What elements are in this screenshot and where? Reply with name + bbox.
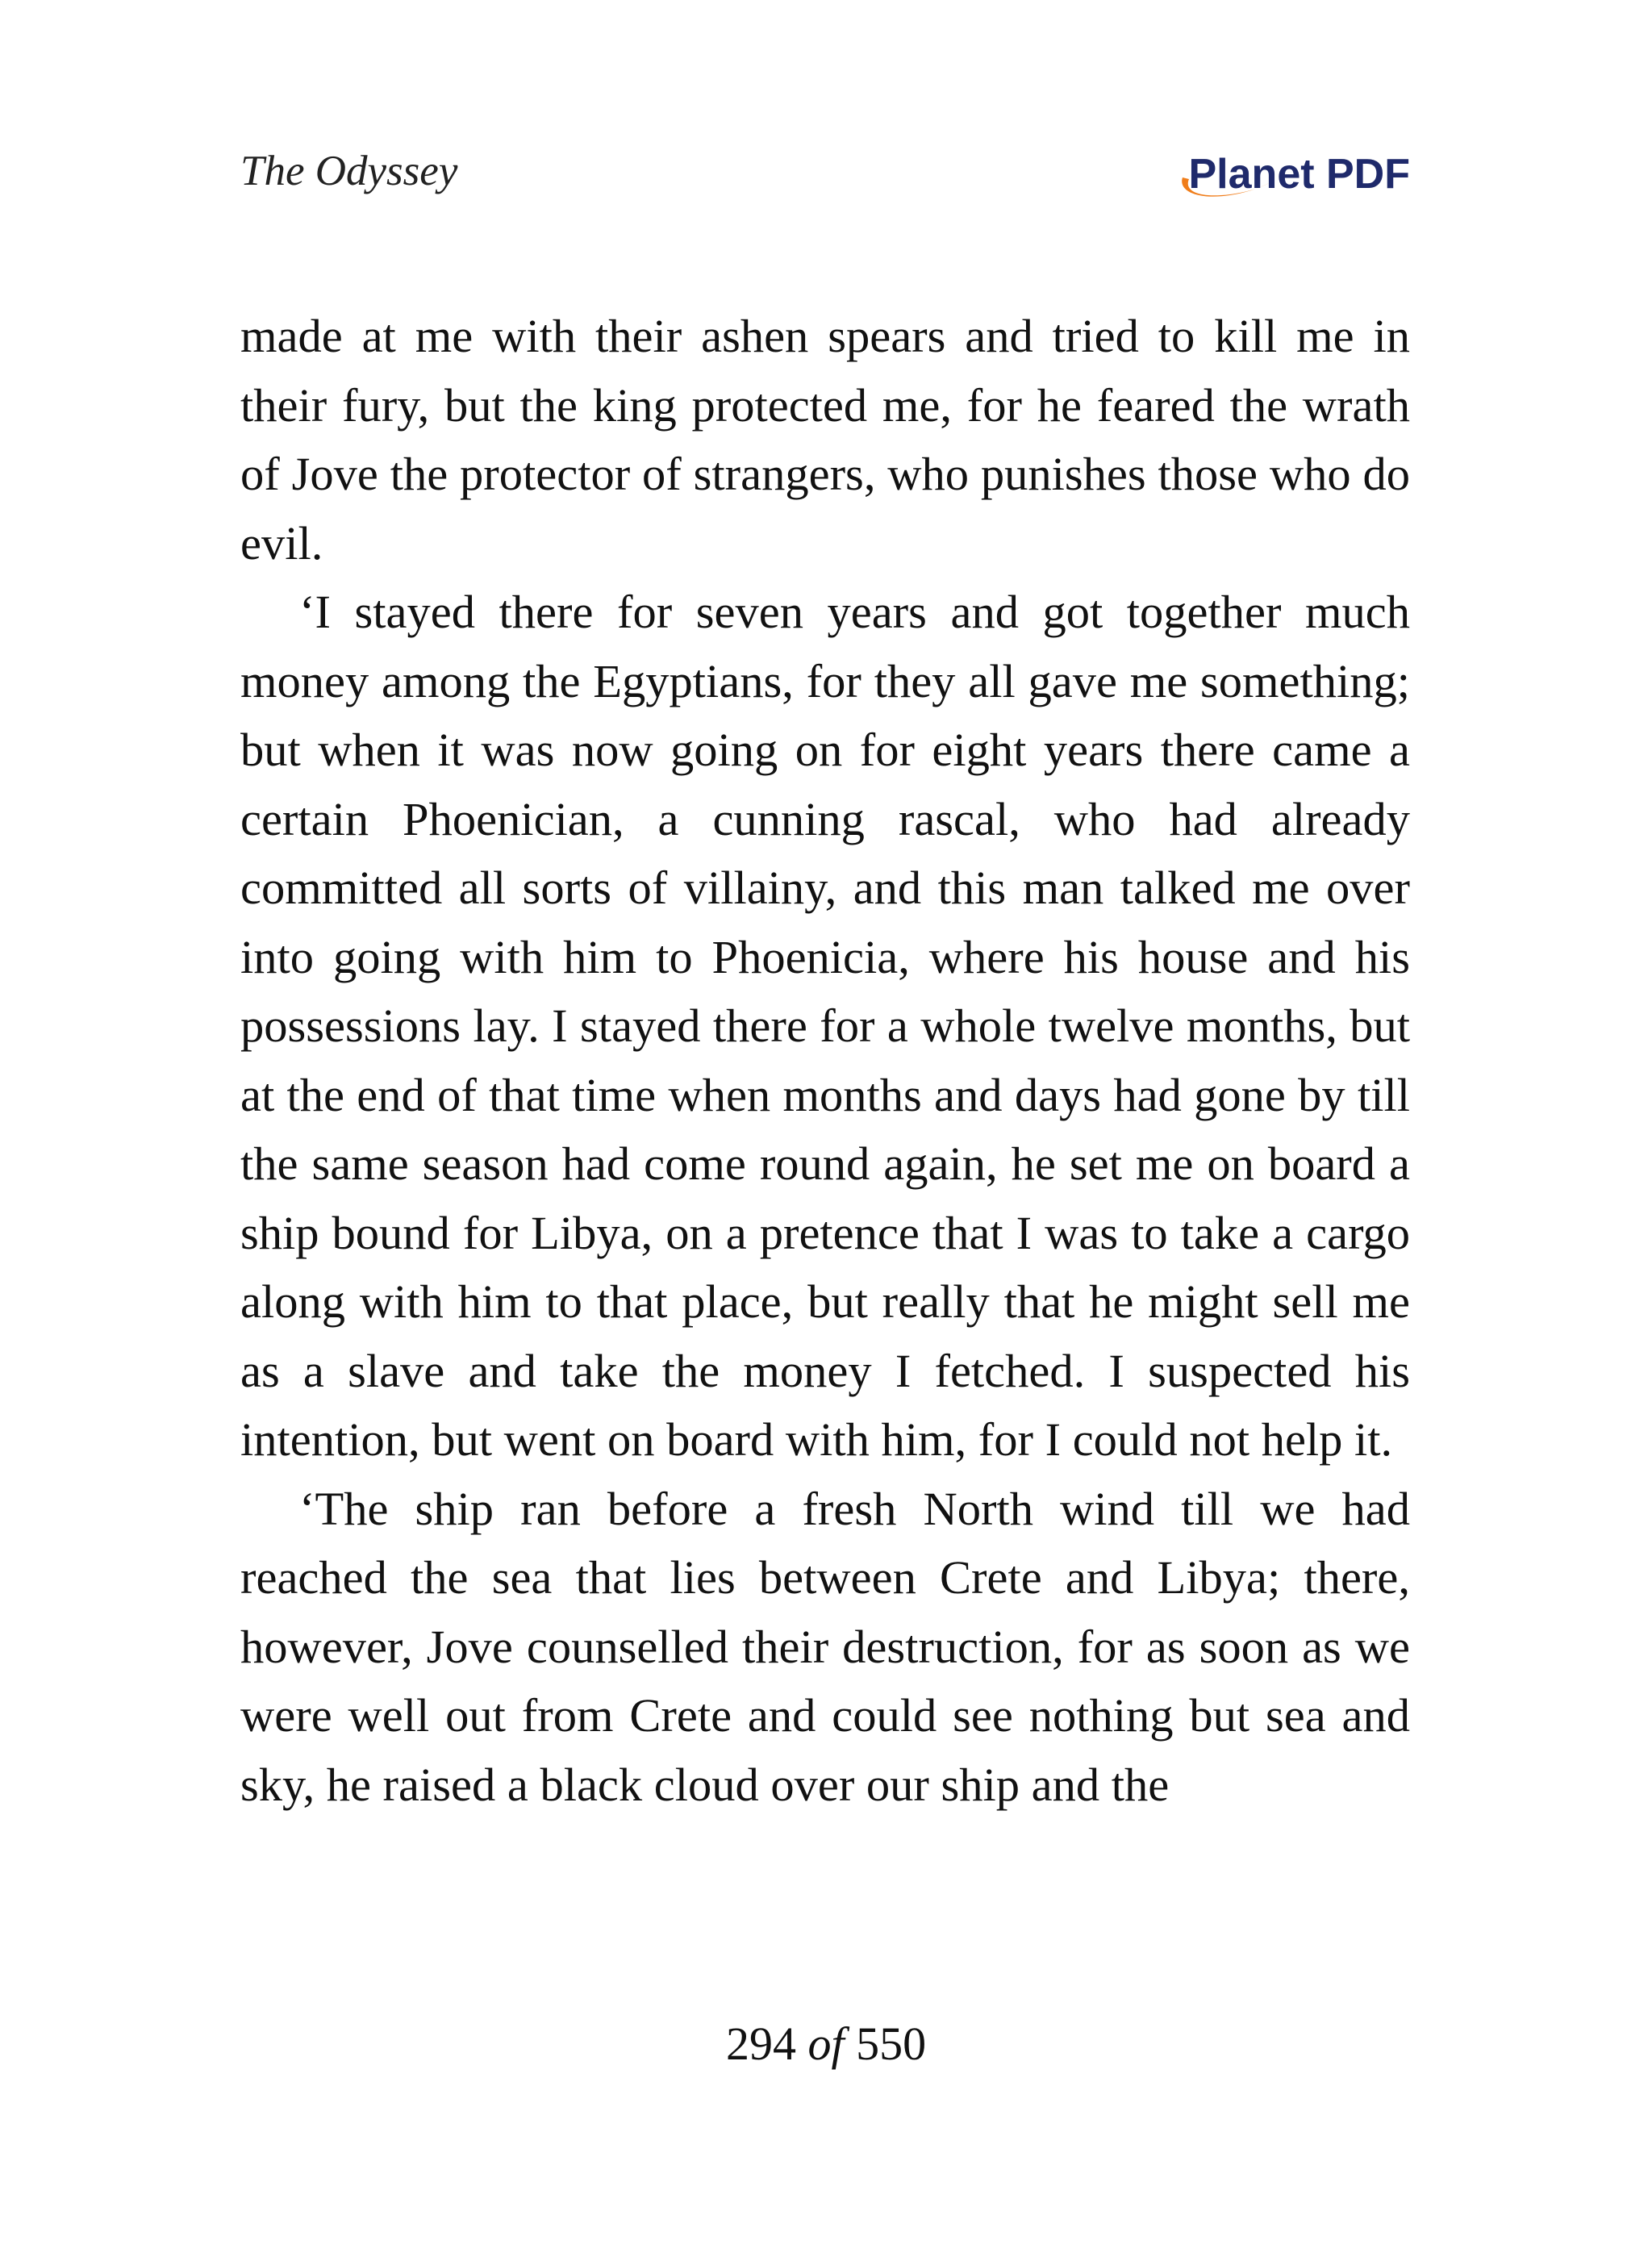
page-header bbox=[240, 145, 1410, 210]
current-page-number: 294 bbox=[725, 2017, 796, 2070]
page-of-label: of bbox=[807, 2017, 845, 2070]
paragraph: ‘I stayed there for seven years and got together much money among the Egyptians, for they all gave me something; but when it was now going on for eight years there came a certain Phoenician, a cunning rascal, who had already committed all sorts of villainy, and this man talked me over into going with him to Phoenicia, where his house and his possessions lay. I stayed there for a whole twelve months, but at the end of that time when months and days had gone by till the same season had come round again, he set me on board a ship bound for Libya, on a pretence that I was to take a cargo along with him to that place, but really that he might sell me as a slave and take the money I fetched. I suspected his intention, but went on board with him, for I could not help it. bbox=[240, 586, 1410, 1466]
paragraph: made at me with their ashen spears and tried to kill me in their fury, but the king protected me, for he feared the wrath of Jove the protector of strangers, who punishes those who do evil. bbox=[240, 310, 1410, 570]
page-number bbox=[0, 2017, 1652, 2070]
total-pages-number: 550 bbox=[856, 2017, 927, 2070]
paragraph: ‘The ship ran before a fresh North wind till we had reached the sea that lies between Crete and Libya; there, however, Jove counselled their destruction, for as soon as we were well out from Crete and could see nothing but sea and sky, he raised a black cloud over our ship and the bbox=[240, 1482, 1410, 1811]
body-text bbox=[240, 302, 1410, 1819]
planet-pdf-logo bbox=[1168, 145, 1410, 210]
logo-text: Planet PDF bbox=[1188, 151, 1410, 198]
book-title: The Odyssey bbox=[240, 148, 458, 194]
